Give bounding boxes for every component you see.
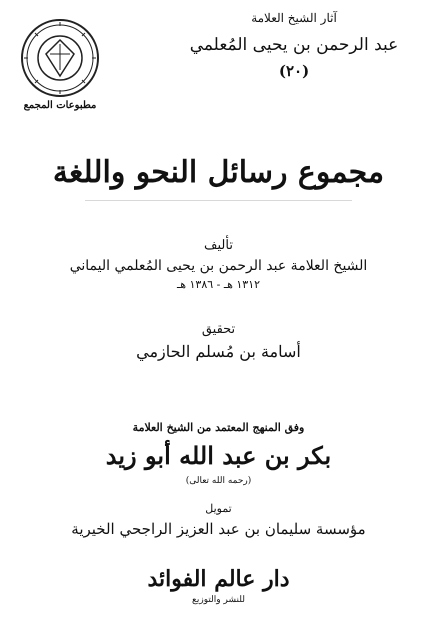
title-divider bbox=[85, 200, 352, 201]
book-title: مجموع رسائل النحو واللغة bbox=[52, 155, 385, 190]
seal-caption: مطبوعات المجمع bbox=[23, 100, 97, 111]
publisher-subtitle: للنشر والتوزيع bbox=[192, 595, 245, 605]
author-full-name: الشيخ العلامة عبد الرحمن بن يحيى المُعلمي اليماني bbox=[69, 258, 368, 274]
seal-icon bbox=[20, 18, 100, 98]
publisher-name: دار عالم الفوائد bbox=[147, 566, 290, 592]
investigation-label: تحقيق bbox=[201, 322, 236, 337]
series-label: آثار الشيخ العلامة bbox=[251, 11, 337, 25]
series-author: عبد الرحمن بن يحيى المُعلمي bbox=[189, 35, 399, 55]
funding-label: تمويل bbox=[205, 502, 232, 515]
editor-name: أسامة بن مُسلم الحازمي bbox=[136, 342, 301, 361]
method-line: وفق المنهج المعتمد من الشيخ العلامة bbox=[132, 421, 305, 434]
sheikh-honorific: (رحمه الله تعالى) bbox=[185, 476, 252, 486]
foundation-name: مؤسسة سليمان بن عبد العزيز الراجحي الخيرية bbox=[71, 520, 366, 538]
author-dates: ١٣١٢ هـ - ١٣٨٦ هـ bbox=[176, 278, 261, 291]
series-number: (٢٠) bbox=[278, 62, 310, 80]
sheikh-name: بكر بن عبد الله أبو زيد bbox=[105, 441, 332, 470]
authorship-label: تأليف bbox=[204, 238, 233, 253]
series-header bbox=[169, 10, 419, 82]
